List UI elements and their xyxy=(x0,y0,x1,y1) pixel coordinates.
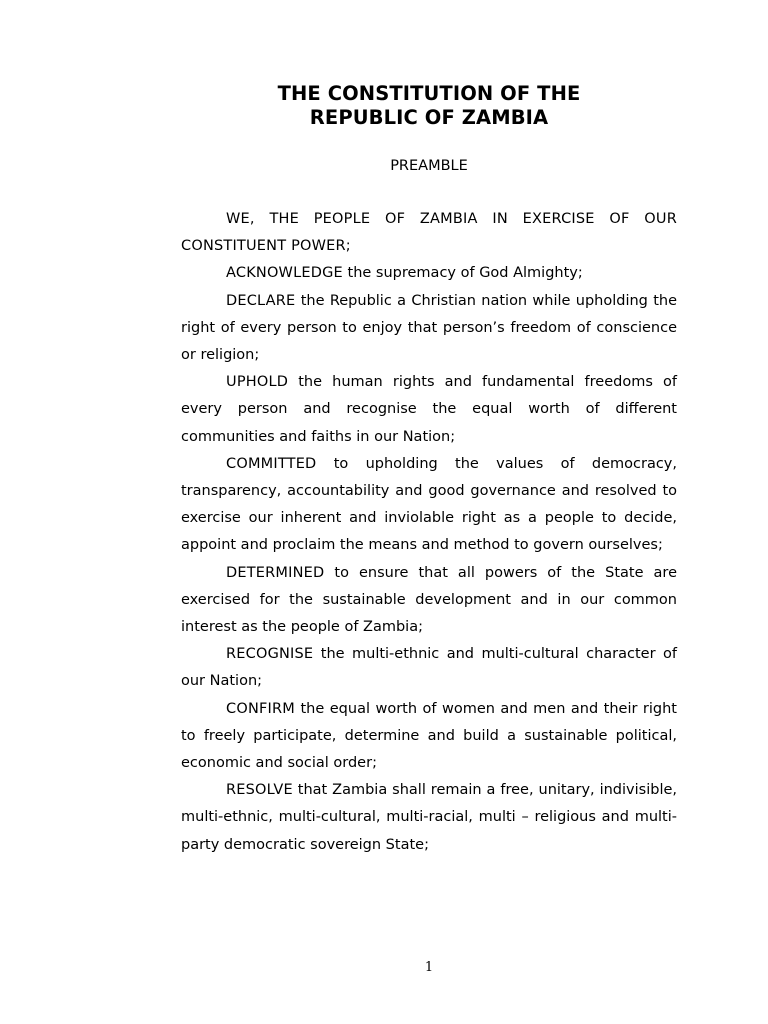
paragraph-keyword: COMMITTED xyxy=(226,455,317,472)
paragraph-text: to upholding the values of democracy, transparency, accountability and good governance and resolved to exercise our inherent and inviolable right as a people to decide, appoint and proclaim the means and method to govern ourselves; xyxy=(181,455,677,554)
title-line-2: REPUBLIC OF ZAMBIA xyxy=(309,106,549,129)
paragraph-committed xyxy=(181,451,677,560)
paragraph-text: the supremacy of God Almighty; xyxy=(342,265,583,282)
paragraph-acknowledge xyxy=(181,260,677,287)
paragraph-declare xyxy=(181,288,677,370)
paragraph-text: to ensure that all powers of the State are exercised for the sustainable development and in our common interest as the people of Zambia; xyxy=(181,564,677,636)
paragraph-keyword: ACKNOWLEDGE xyxy=(226,265,343,282)
paragraph-keyword: DECLARE xyxy=(226,292,296,309)
paragraph-keyword: RECOGNISE xyxy=(226,646,314,663)
opening-paragraph: WE, THE PEOPLE OF ZAMBIA IN EXERCISE OF OUR CONSTITUENT POWER; xyxy=(181,211,677,255)
paragraph-confirm xyxy=(181,696,677,778)
paragraph-uphold xyxy=(181,369,677,451)
paragraph-keyword: CONFIRM xyxy=(226,700,295,717)
paragraph-keyword: RESOLVE xyxy=(226,782,293,799)
preamble-body xyxy=(181,206,677,859)
paragraph-keyword: DETERMINED xyxy=(226,564,325,581)
paragraph-text: the equal worth of women and men and their right to freely participate, determine and build a sustainable political, economic and social order; xyxy=(181,700,677,772)
title-line-1: THE CONSTITUTION OF THE xyxy=(277,82,581,105)
paragraph-text: the Republic a Christian nation while upholding the right of every person to enjoy that person’s freedom of conscience or religion; xyxy=(181,292,677,364)
paragraph-resolve xyxy=(181,777,677,859)
document-title xyxy=(0,82,768,130)
preamble-heading: PREAMBLE xyxy=(390,158,468,174)
paragraph-determined xyxy=(181,560,677,642)
page-number: 1 xyxy=(424,960,434,975)
paragraph-text: the human rights and fundamental freedoms of every person and recognise the equal worth of different communities and faiths in our Nation; xyxy=(181,374,677,445)
paragraph-recognise xyxy=(181,641,677,695)
paragraph-text: that Zambia shall remain a free, unitary, indivisible, multi-ethnic, multi-cultural, multi-racial, multi – religious and multi-party democratic sovereign State; xyxy=(181,782,677,853)
paragraph-text: the multi-ethnic and multi-cultural character of our Nation; xyxy=(181,646,677,690)
paragraph-keyword: UPHOLD xyxy=(226,374,289,391)
